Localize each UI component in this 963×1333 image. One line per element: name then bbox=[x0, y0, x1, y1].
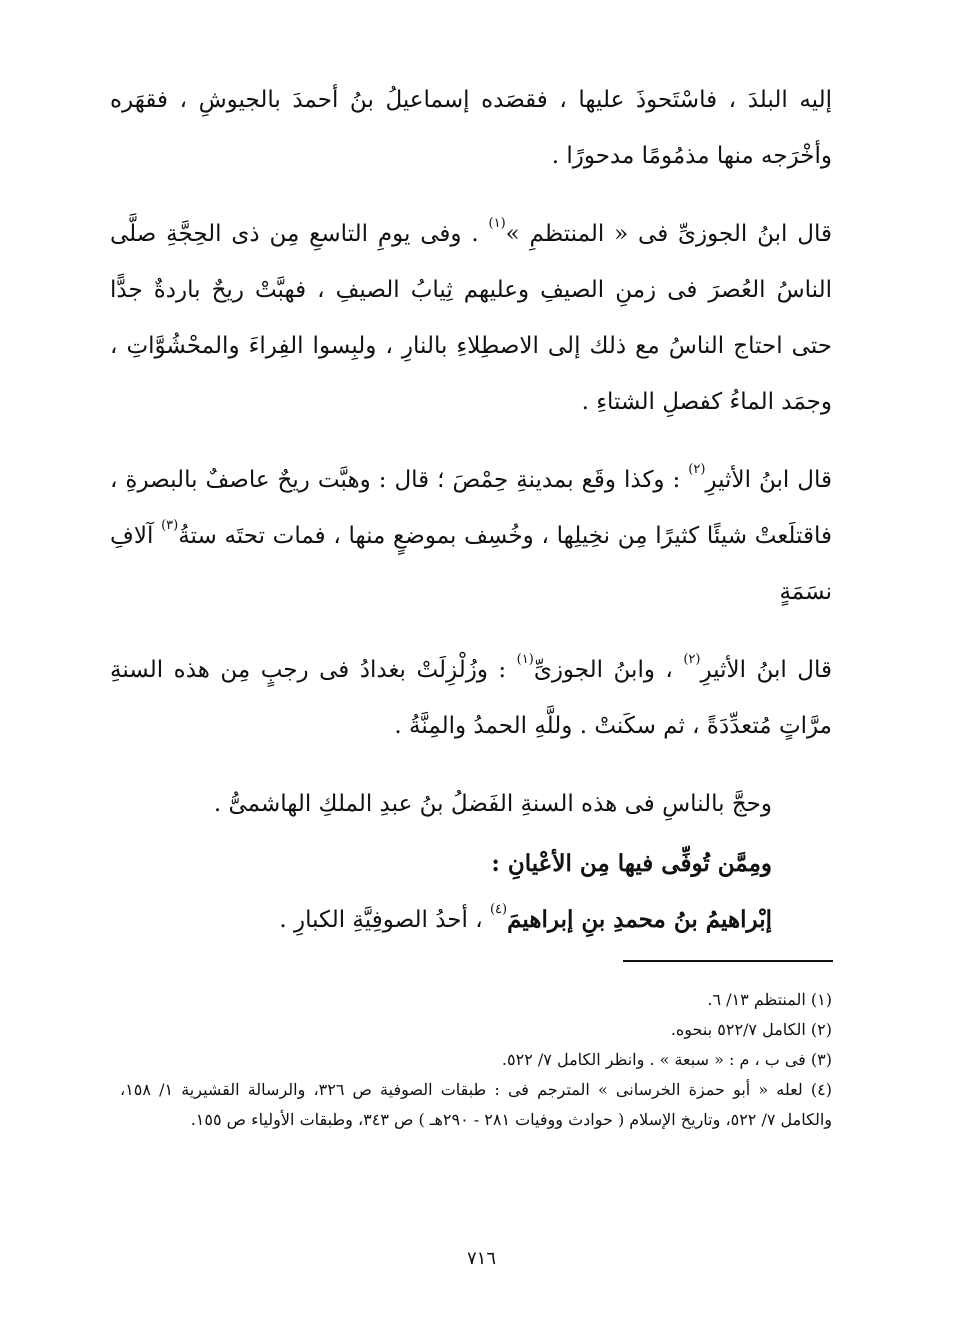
paragraph-3-text-middle: : وكذا وقَع بمدينةِ حِمْصَ ؛ قال : وهبَّت ريحٌ عاصفٌ بالبصرةِ ، فاقتلَعتْ شيئًا كثيرًا مِن نخِيلِها ، وخُسِف بموضعٍ منها ، فمات تحتَه ستةُ bbox=[110, 467, 832, 549]
footnote-ref-2: (٢) bbox=[688, 462, 706, 477]
page-number: ٧١٦ bbox=[466, 1248, 496, 1269]
footnotes bbox=[120, 985, 832, 1135]
paragraph-5-text: وحجَّ بالناسِ فى هذه السنةِ الفَضلُ بنُ عبدِ الملكِ الهاشمىُّ . bbox=[213, 791, 772, 817]
paragraph-4-text-start: قال ابنُ الأثيرِ bbox=[700, 657, 832, 683]
paragraph-1 bbox=[110, 72, 832, 184]
section-heading: ومِمَّن تُوفِّى فيها مِن الأعْيانِ : bbox=[491, 850, 772, 877]
paragraph-2-text-end: . وفى يومِ التاسعِ مِن ذى الحِجَّةِ صلَّى الناسُ العُصرَ فى زمنِ الصيفِ وعليهم ثِيابُ الصيفِ ، فهبَّتْ ريحٌ باردةٌ جدًّا حتى احتاج الناسُ مع ذلك إلى الاصطِلاءِ بالنارِ ، ولبِسوا الفِراءَ والمحْشُوَّاتِ ، وجمَد الماءُ كفصلِ الشتاءِ . bbox=[110, 221, 832, 415]
footnote-ref-3: (٣) bbox=[161, 518, 179, 533]
paragraph-1-text: إليه البلدَ ، فاسْتَحوذَ عليها ، فقصَده إسماعيلُ بنُ أحمدَ بالجيوشِ ، فقهَره وأخْرَجه منها مذمُومًا مدحورًا . bbox=[110, 87, 832, 169]
paragraph-4-text-middle: ، وابنُ الجوزىِّ bbox=[533, 657, 684, 683]
footnote-ref-1b: (١) bbox=[516, 652, 534, 667]
footnote-2: (٢) الكامل ٥٢٢/٧ بنحوه. bbox=[670, 1020, 832, 1039]
paragraph-6 bbox=[110, 892, 832, 948]
footnote-divider bbox=[623, 960, 833, 962]
footnote-4: (٤) لعله « أبو حمزة الخرسانى » المترجم فى : طبقات الصوفية ص ٣٢٦، والرسالة القشيرية ١/ ١٥٨، والكامل ٧/ ٥٢٢، وتاريخ الإسلام ( حوادث ووفيات ٢٨١ - ٢٩٠هـ ) ص ٣٤٣، وطبقات الأولياء ص ١٥٥. bbox=[120, 1080, 832, 1129]
footnote-ref-4: (٤) bbox=[489, 902, 508, 917]
footnote-3: (٣) فى ب ، م : « سبعة » . وانظر الكامل ٧/ ٥٢٢. bbox=[501, 1050, 832, 1069]
paragraph-5 bbox=[110, 776, 832, 832]
paragraph-3 bbox=[110, 452, 832, 620]
footnote-1: (١) المنتظم ١٣/ ٦. bbox=[707, 990, 832, 1009]
paragraph-4 bbox=[110, 642, 832, 754]
footnote-ref-1: (١) bbox=[488, 216, 506, 231]
paragraph-2-text-start: قال ابنُ الجوزىِّ فى « المنتظمِ » bbox=[505, 221, 832, 247]
paragraph-2 bbox=[110, 206, 832, 430]
paragraph-3-text-start: قال ابنُ الأثيرِ bbox=[705, 467, 832, 493]
paragraph-6-text: ، أحدُ الصوفِيَّةِ الكبارِ . bbox=[279, 907, 490, 933]
main-text-body bbox=[110, 72, 832, 970]
paragraph-4-text-end: : وزُلْزِلَتْ بغدادُ فى رجبٍ مِن هذه السنةِ مرَّاتٍ مُتعدِّدَةً ، ثم سكَنتْ . وللَّهِ الحمدُ والمِنَّةُ . bbox=[110, 657, 832, 739]
footnote-ref-2b: (٢) bbox=[683, 652, 701, 667]
biography-name: إبْراهيمُ بنُ محمدِ بنِ إبراهيمَ bbox=[507, 906, 772, 933]
paragraph-3-text-end: آلافِ نسَمَةٍ bbox=[110, 523, 832, 605]
